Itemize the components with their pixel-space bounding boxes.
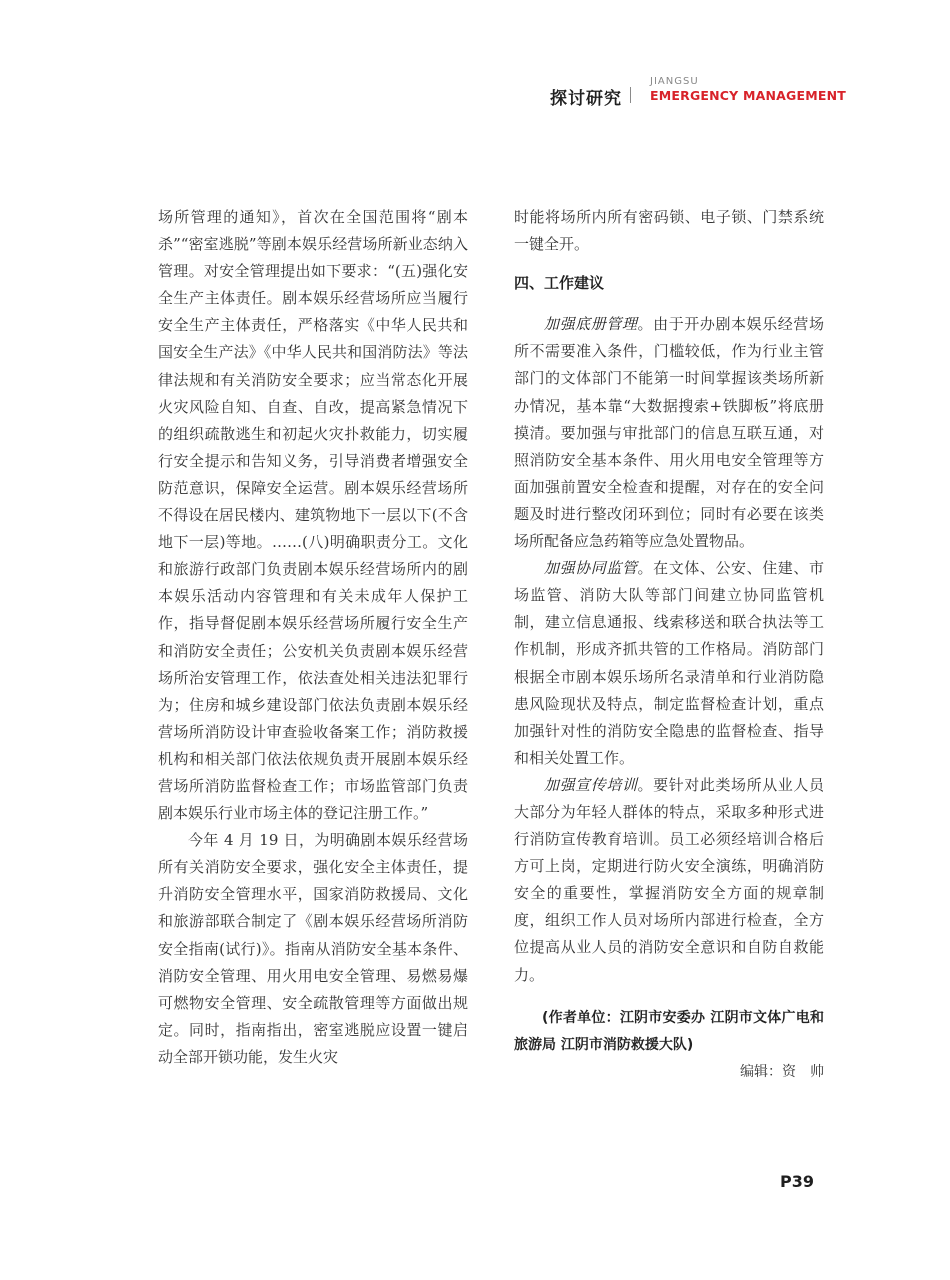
suggestion-1-lead: 加强底册管理	[544, 315, 638, 334]
editor-credit: 编辑：资 帅	[740, 1063, 824, 1080]
page-number: P39	[780, 1172, 814, 1191]
suggestion-2-lead: 加强协同监管	[544, 559, 638, 578]
header-divider	[630, 87, 631, 103]
author-affiliation: (作者单位：江阴市安委办 江阴市文体广电和旅游局 江阴市消防救援大队)	[514, 1009, 824, 1053]
suggestion-2	[514, 555, 824, 772]
suggestion-1	[514, 311, 824, 555]
brand-emergency-management: EMERGENCY MANAGEMENT	[650, 88, 846, 103]
suggestion-1-text: 。由于开办剧本娱乐经营场所不需要准入条件，门槛较低，作为行业主管部门的文体部门不能第一时间掌握该类场所新办情况，基本靠“大数据搜索+铁脚板”将底册摸清。要加强与审批部门的信息互联互通，对照消防安全基本条件、用火用电安全管理等方面加强前置安全检查和提醒，对存在的安全问题及时进行整改闭环到位；同时有必要在该类场所配备应急药箱等应急处置物品。	[514, 315, 824, 551]
right-column	[514, 204, 824, 1086]
section-title: 探讨研究	[550, 89, 622, 109]
suggestion-3-lead: 加强宣传培训	[544, 775, 638, 794]
left-paragraph-1: 场所管理的通知》，首次在全国范围将“剧本杀”“密室逃脱”等剧本娱乐经营场所新业态纳入管理。对安全管理提出如下要求：“(五)强化安全生产主体责任。剧本娱乐经营场所应当履行安全生产主体责任，严格落实《中华人民共和国安全生产法》《中华人民共和国消防法》等法律法规和有关消防安全要求；应当常态化开展火灾风险自知、自查、自改，提高紧急情况下的组织疏散逃生和初起火灾扑救能力，切实履行安全提示和告知义务，引导消费者增强安全防范意识，保障安全运营。剧本娱乐经营场所不得设在居民楼内、建筑物地下一层以下(不含地下一层)等地。……(八)明确职责分工。文化和旅游行政部门负责剧本娱乐经营场所内的剧本娱乐活动内容管理和有关未成年人保护工作，指导督促剧本娱乐经营场所履行安全生产和消防安全责任；公安机关负责剧本娱乐经营场所治安管理工作，依法查处相关违法犯罪行为；住房和城乡建设部门依法负责剧本娱乐经营场所消防设计审查验收备案工作；消防救援机构和相关部门依法依规负责开展剧本娱乐经营场所消防监督检查工作；市场监管部门负责剧本娱乐行业市场主体的登记注册工作。”	[158, 208, 468, 823]
left-column	[158, 204, 468, 1071]
page-header	[540, 76, 846, 110]
left-paragraph-2: 今年 4 月 19 日，为明确剧本娱乐经营场所有关消防安全要求，强化安全主体责任，提升消防安全管理水平，国家消防救援局、文化和旅游部联合制定了《剧本娱乐经营场所消防安全指南(试行)》。指南从消防安全基本条件、消防安全管理、用火用电安全管理、易燃易爆可燃物安全管理、安全疏散管理等方面做出规定。同时，指南指出，密室逃脱应设置一键启动全部开锁功能，发生火灾	[158, 831, 468, 1066]
right-paragraph-0: 时能将场所内所有密码锁、电子锁、门禁系统一键全开。	[514, 208, 824, 254]
brand-jiangsu: JIANGSU	[650, 76, 699, 87]
section-heading: 四、工作建议	[514, 274, 605, 293]
suggestion-3	[514, 772, 824, 989]
suggestion-2-text: 。在文体、公安、住建、市场监管、消防大队等部门间建立协同监管机制，建立信息通报、线索移送和联合执法等工作机制，形成齐抓共管的工作格局。消防部门根据全市剧本娱乐场所名录清单和行业消防隐患风险现状及特点，制定监督检查计划，重点加强针对性的消防安全隐患的监督检查、指导和相关处置工作。	[514, 559, 824, 767]
suggestion-3-text: 。要针对此类场所从业人员大部分为年轻人群体的特点，采取多种形式进行消防宣传教育培训。员工必须经培训合格后方可上岗，定期进行防火安全演练，明确消防安全的重要性，掌握消防安全方面的规章制度，组织工作人员对场所内部进行检查，全方位提高从业人员的消防安全意识和自防自救能力。	[514, 775, 824, 984]
